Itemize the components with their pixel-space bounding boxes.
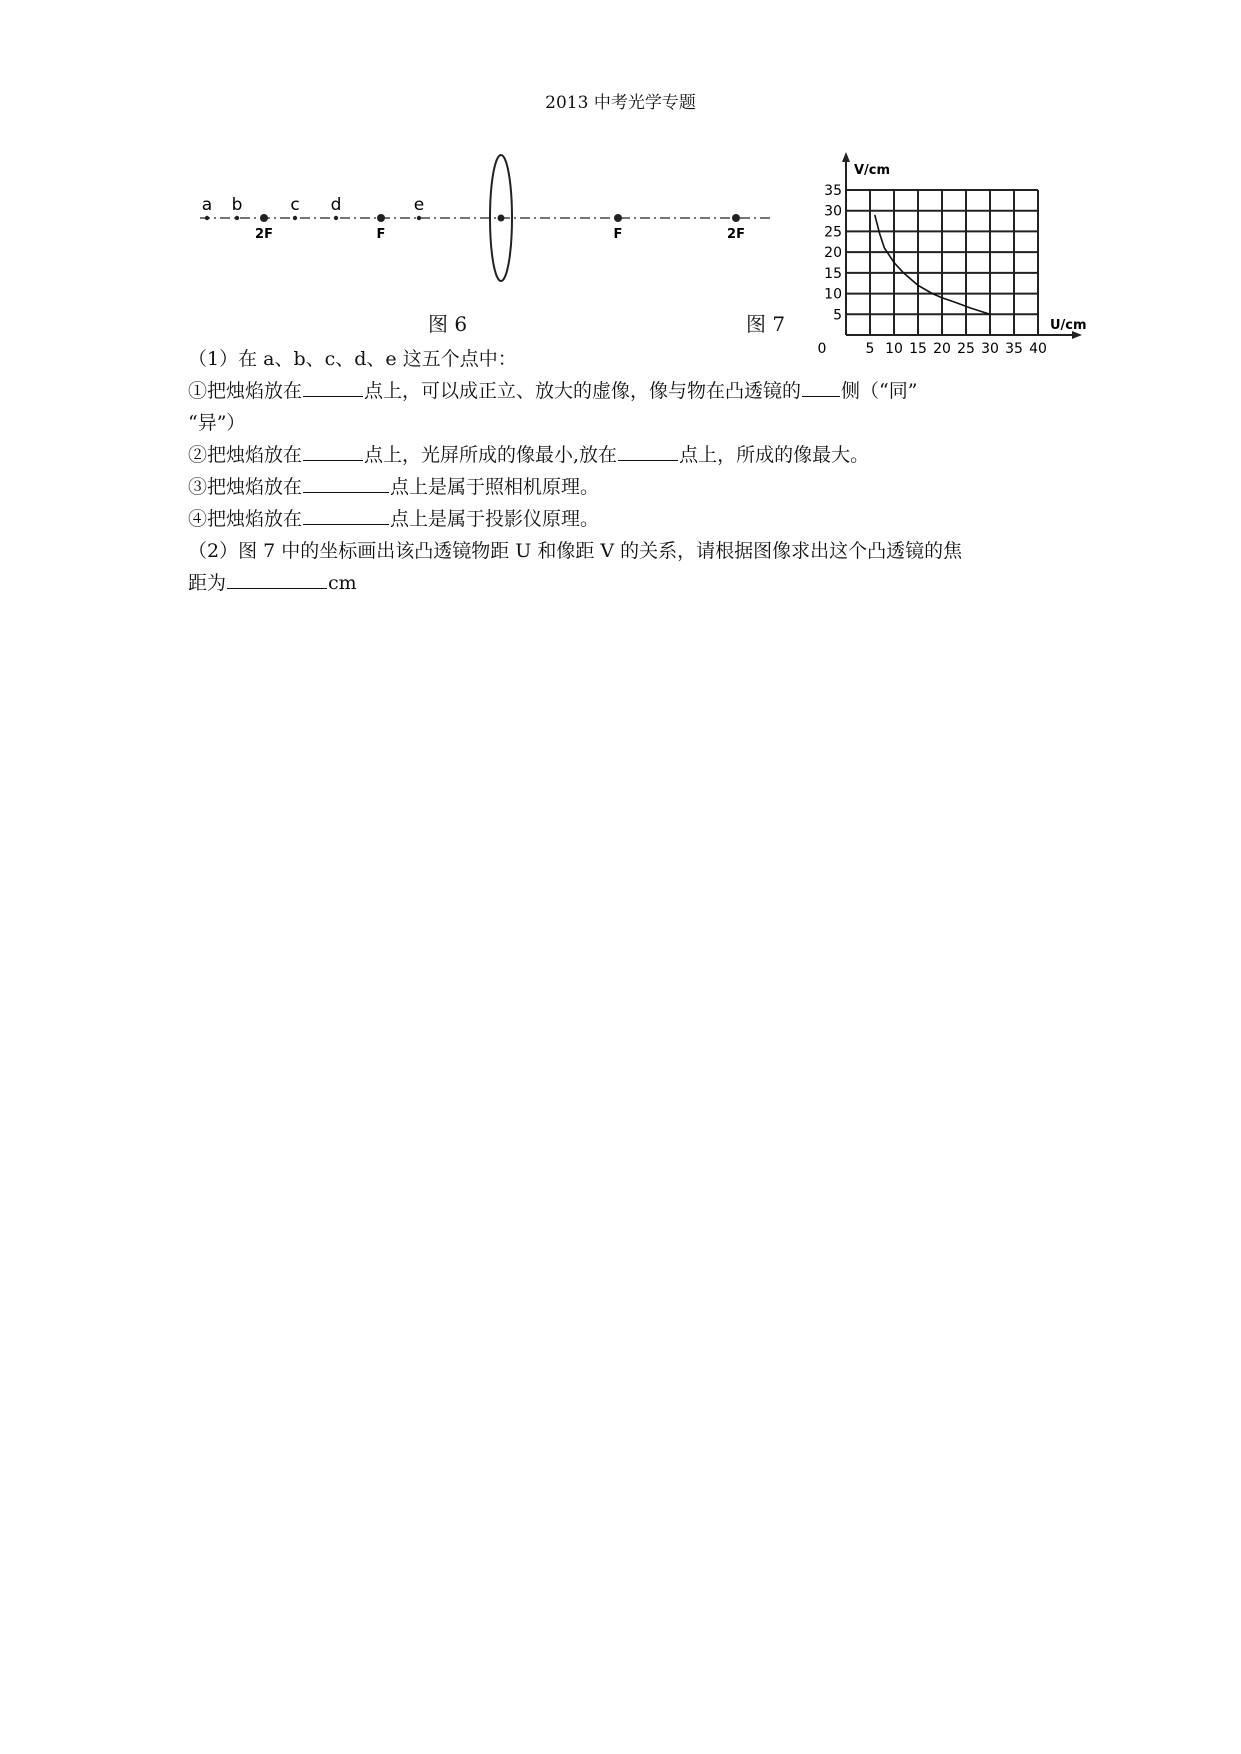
left-2F-label: 2F bbox=[255, 227, 273, 242]
item-4-text-a: ④把烛焰放在 bbox=[188, 508, 303, 530]
x-tick-label: 35 bbox=[1005, 341, 1023, 357]
left-F-mark bbox=[377, 214, 385, 222]
lens-center-point bbox=[498, 215, 505, 222]
question-2-line-1: （2）图 7 中的坐标画出该凸透镜物距 U 和像距 V 的关系，请根据图像求出这个凸透镜的焦 bbox=[188, 540, 963, 562]
origin-label: 0 bbox=[817, 341, 827, 357]
right-F-mark bbox=[614, 214, 622, 222]
x-tick-label: 20 bbox=[933, 341, 951, 357]
item-1-blank-point[interactable] bbox=[303, 376, 363, 397]
item-1-blank-side[interactable] bbox=[802, 376, 840, 397]
point-a-label: a bbox=[201, 195, 213, 215]
x-tick-label: 30 bbox=[981, 341, 999, 357]
y-tick-label: 5 bbox=[833, 307, 842, 324]
item-2-blank-smallest[interactable] bbox=[303, 440, 363, 461]
point-c-dot bbox=[293, 216, 297, 220]
question-2-text-a: 距为 bbox=[188, 572, 227, 594]
x-tick-label: 5 bbox=[865, 341, 875, 357]
item-2-text-c: 点上，所成的像最大。 bbox=[679, 444, 870, 466]
u-v-curve bbox=[875, 215, 990, 314]
x-tick-label: 10 bbox=[885, 341, 903, 357]
item-4-blank[interactable] bbox=[303, 504, 389, 525]
y-axis-arrow bbox=[842, 152, 850, 162]
item-2-text-a: ②把烛焰放在 bbox=[188, 444, 303, 466]
figure-7-chart bbox=[808, 150, 1093, 380]
x-tick-label: 40 bbox=[1029, 341, 1047, 357]
item-4-text-b: 点上是属于投影仪原理。 bbox=[390, 508, 600, 530]
question-1-item-3 bbox=[188, 472, 599, 502]
point-c-label: c bbox=[290, 195, 300, 215]
question-1-item-1 bbox=[188, 376, 917, 406]
item-2-blank-largest[interactable] bbox=[618, 440, 678, 461]
page-header: 2013 中考光学专题 bbox=[545, 93, 696, 113]
item-3-blank[interactable] bbox=[303, 472, 389, 493]
item-1-text-c: 侧（“同” bbox=[841, 380, 918, 402]
item-3-text-b: 点上是属于照相机原理。 bbox=[390, 476, 600, 498]
figure-7-caption: 图 7 bbox=[746, 312, 786, 336]
question-1-item-4 bbox=[188, 504, 599, 534]
y-tick-label: 25 bbox=[824, 224, 842, 241]
figure-6-lens-diagram bbox=[190, 140, 790, 290]
y-tick-label: 10 bbox=[824, 286, 842, 303]
question-2-unit: cm bbox=[328, 572, 357, 594]
y-tick-label: 20 bbox=[824, 245, 842, 262]
item-3-text-a: ③把烛焰放在 bbox=[188, 476, 303, 498]
y-tick-label: 30 bbox=[824, 203, 842, 220]
x-tick-label: 25 bbox=[957, 341, 975, 357]
y-tick-label: 35 bbox=[824, 183, 842, 199]
y-axis-label: V/cm bbox=[854, 163, 891, 178]
left-F-label: F bbox=[376, 227, 386, 242]
item-2-text-b: 点上，光屏所成的像最小,放在 bbox=[364, 444, 618, 466]
point-e-label: e bbox=[413, 195, 425, 215]
point-e-dot bbox=[417, 216, 421, 220]
figure-6-caption: 图 6 bbox=[428, 312, 468, 336]
item-1-text-b: 点上，可以成正立、放大的虚像，像与物在凸透镜的 bbox=[364, 380, 802, 402]
item-1-text-a: ①把烛焰放在 bbox=[188, 380, 303, 402]
point-b-label: b bbox=[231, 195, 243, 215]
question-2-line-2 bbox=[188, 568, 357, 598]
point-b-dot bbox=[235, 216, 239, 220]
left-2F-mark bbox=[260, 214, 268, 222]
y-tick-label: 15 bbox=[824, 265, 842, 282]
question-1-intro: （1）在 a、b、c、d、e 这五个点中： bbox=[188, 348, 517, 370]
question-1-item-2 bbox=[188, 440, 869, 470]
point-d-dot bbox=[334, 216, 338, 220]
point-a-dot bbox=[205, 216, 209, 220]
x-tick-label: 15 bbox=[909, 341, 927, 357]
right-F-label: F bbox=[613, 227, 623, 242]
right-2F-mark bbox=[732, 214, 740, 222]
point-d-label: d bbox=[330, 195, 342, 215]
x-axis-label: U/cm bbox=[1050, 318, 1087, 333]
right-2F-label: 2F bbox=[727, 227, 745, 242]
item-1-continuation: “异”） bbox=[188, 412, 246, 434]
focal-length-blank[interactable] bbox=[227, 568, 327, 589]
